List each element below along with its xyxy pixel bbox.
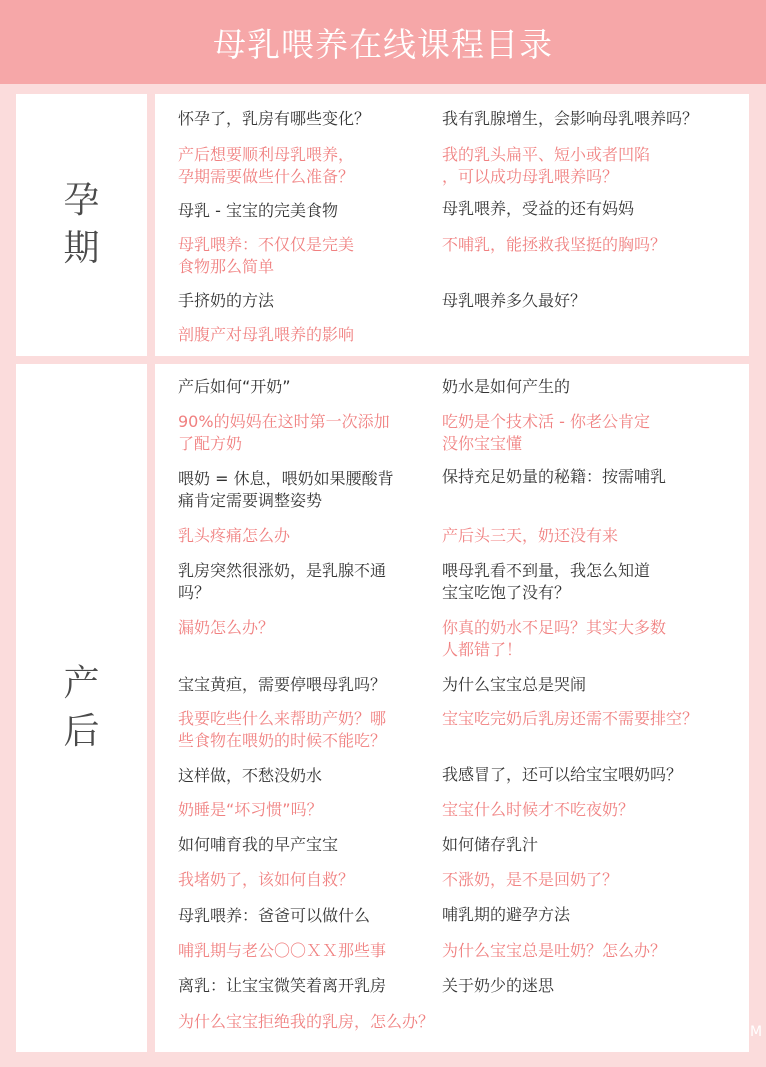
page-title: 母乳喂养在线课程目录 xyxy=(213,24,553,64)
course-item[interactable]: 产后想要顺利母乳喂养， 孕期需要做些什么准备？ xyxy=(178,145,355,186)
course-item[interactable]: 母乳喂养，受益的还有妈妈 xyxy=(442,199,635,218)
course-item[interactable]: 我堵奶了，该如何自救？ xyxy=(178,870,355,889)
course-item[interactable]: 产后头三天，奶还没有来 xyxy=(442,526,619,545)
course-item[interactable]: 如何储存乳汁 xyxy=(442,835,539,854)
course-item[interactable]: 哺乳期的避孕方法 xyxy=(442,905,571,924)
course-item[interactable]: 我的乳头扁平、短小或者凹陷 ，可以成功母乳喂养吗？ xyxy=(442,145,651,186)
section-pregnancy-list xyxy=(155,94,749,356)
watermark: M xyxy=(750,1024,763,1040)
postpartum-label-char-1: 产 xyxy=(63,663,100,704)
course-item[interactable]: 母乳喂养：不仅仅是完美 食物那么简单 xyxy=(178,235,355,276)
course-item[interactable]: 不哺乳，能拯救我坚挺的胸吗？ xyxy=(442,235,667,254)
course-item[interactable]: 奶水是如何产生的 xyxy=(442,377,571,396)
course-item[interactable]: 为什么宝宝总是吐奶？怎么办？ xyxy=(442,941,667,960)
course-item[interactable]: 我要吃些什么来帮助产奶？哪 些食物在喂奶的时候不能吃？ xyxy=(178,709,387,750)
course-item[interactable]: 喂母乳看不到量，我怎么知道 宝宝吃饱了没有？ xyxy=(442,561,651,602)
course-item[interactable]: 保持充足奶量的秘籍：按需哺乳 xyxy=(442,467,667,486)
section-label-postpartum xyxy=(16,364,147,1052)
course-item[interactable]: 关于奶少的迷思 xyxy=(442,976,555,995)
course-item[interactable]: 母乳 - 宝宝的完美食物 xyxy=(178,201,338,220)
course-item[interactable]: 产后如何“开奶” xyxy=(178,377,291,396)
course-item[interactable]: 怀孕了，乳房有哪些变化？ xyxy=(178,109,371,128)
course-item[interactable]: 吃奶是个技术活 - 你老公肯定 没你宝宝懂 xyxy=(442,412,650,453)
course-item[interactable]: 我有乳腺增生，会影响母乳喂养吗？ xyxy=(442,109,699,128)
course-item[interactable]: 不涨奶，是不是回奶了？ xyxy=(442,870,619,889)
course-item[interactable]: 乳头疼痛怎么办 xyxy=(178,526,291,545)
course-item[interactable]: 如何哺育我的早产宝宝 xyxy=(178,835,339,854)
course-item[interactable]: 90%的妈妈在这时第一次添加 了配方奶 xyxy=(178,412,390,453)
course-item[interactable]: 母乳喂养多久最好？ xyxy=(442,291,587,310)
postpartum-label-char-2: 后 xyxy=(63,711,100,752)
course-item[interactable]: 为什么宝宝总是哭闹 xyxy=(442,675,587,694)
course-item[interactable]: 为什么宝宝拒绝我的乳房，怎么办？ xyxy=(178,1012,435,1031)
section-label-pregnancy xyxy=(16,94,147,356)
course-item[interactable]: 喂奶 = 休息，喂奶如果腰酸背 痛肯定需要调整姿势 xyxy=(178,469,394,510)
course-item[interactable]: 手挤奶的方法 xyxy=(178,291,275,310)
course-item[interactable]: 宝宝黄疸，需要停喂母乳吗？ xyxy=(178,675,387,694)
header-banner xyxy=(0,0,766,84)
course-item[interactable]: 乳房突然很涨奶，是乳腺不通 吗？ xyxy=(178,561,387,602)
course-item[interactable]: 你真的奶水不足吗？其实大多数 人都错了！ xyxy=(442,618,667,659)
section-postpartum-list xyxy=(155,364,749,1052)
course-item[interactable]: 宝宝吃完奶后乳房还需不需要排空？ xyxy=(442,709,699,728)
course-item[interactable]: 奶睡是“坏习惯”吗？ xyxy=(178,800,323,819)
course-item[interactable]: 母乳喂养：爸爸可以做什么 xyxy=(178,906,371,925)
course-item[interactable]: 这样做，不愁没奶水 xyxy=(178,766,323,785)
course-item[interactable]: 漏奶怎么办？ xyxy=(178,618,275,637)
pregnancy-label-char-1: 孕 xyxy=(63,180,100,221)
course-item[interactable]: 我感冒了，还可以给宝宝喂奶吗？ xyxy=(442,765,683,784)
course-item[interactable]: 离乳：让宝宝微笑着离开乳房 xyxy=(178,976,387,995)
course-item[interactable]: 宝宝什么时候才不吃夜奶？ xyxy=(442,800,635,819)
course-item[interactable]: 哺乳期与老公〇〇ＸＸ那些事 xyxy=(178,941,387,960)
course-item[interactable]: 剖腹产对母乳喂养的影响 xyxy=(178,325,355,344)
pregnancy-label-char-2: 期 xyxy=(63,228,100,269)
